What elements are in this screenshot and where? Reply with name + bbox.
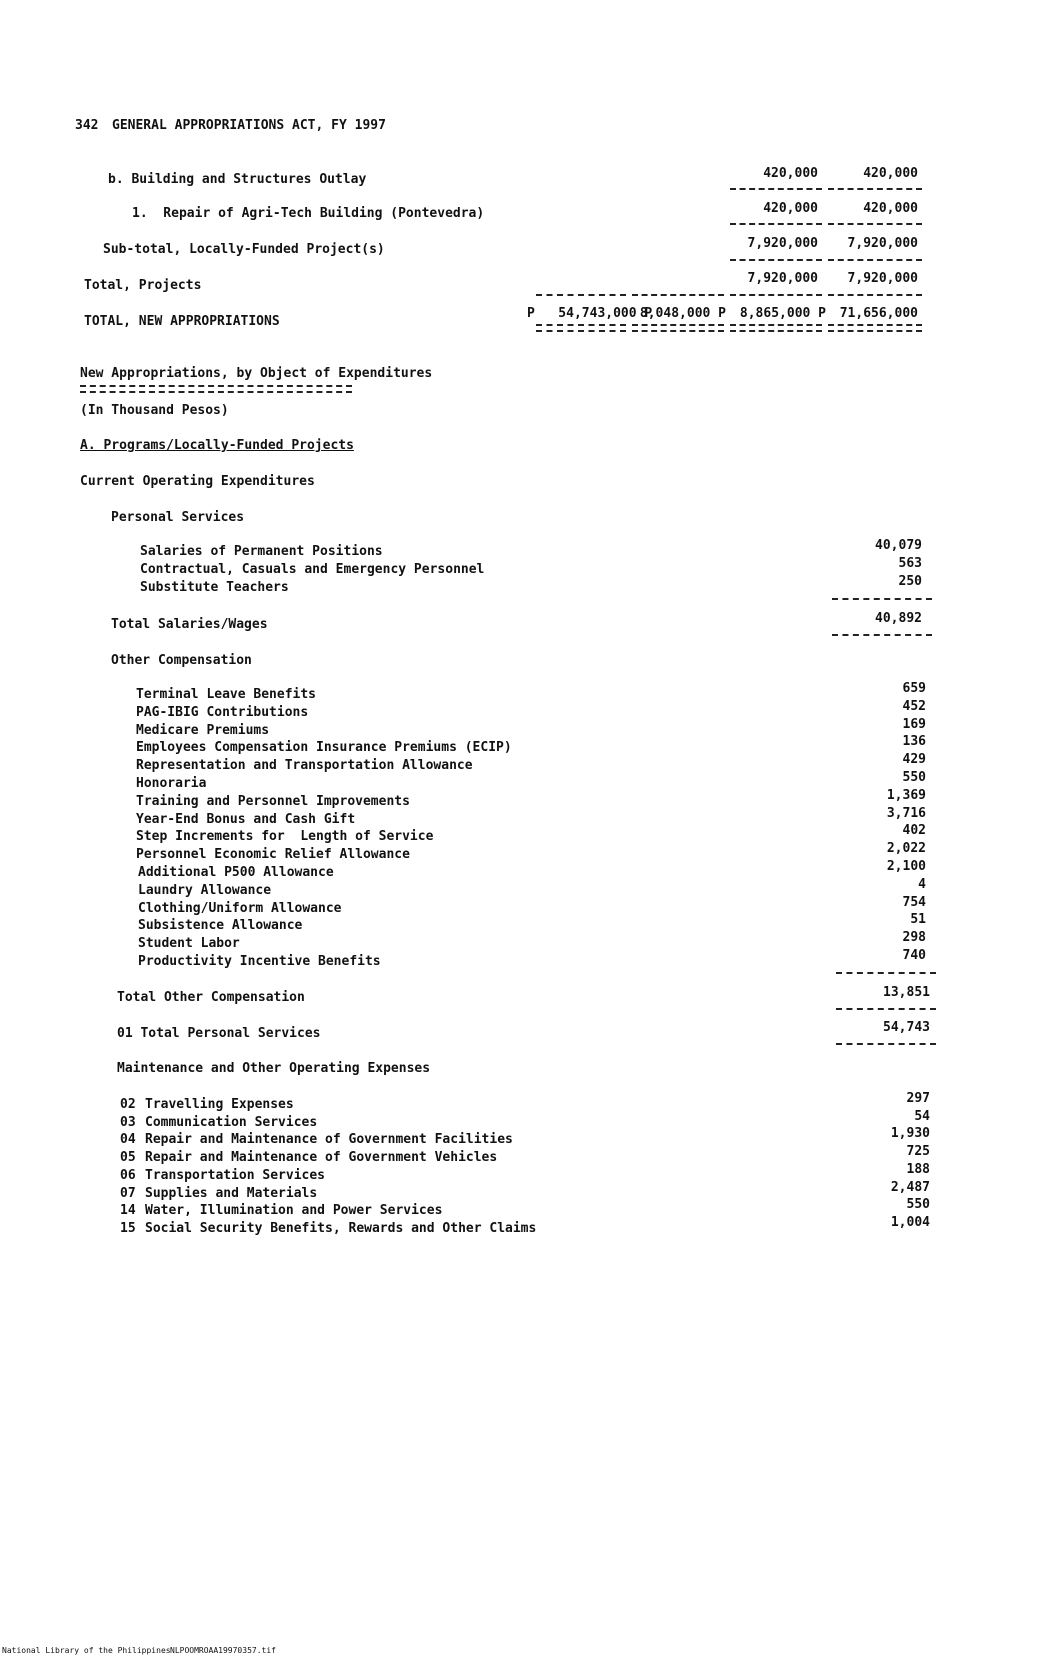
mooe-item-value: 188 xyxy=(906,1162,930,1177)
mooe-item-value: 2,487 xyxy=(890,1180,930,1195)
mooe-heading: Maintenance and Other Operating Expenses xyxy=(117,1061,431,1076)
total-other-comp-value: 13,851 xyxy=(883,985,930,1000)
salary-item-label: Contractual, Casuals and Emergency Personnel xyxy=(140,562,485,577)
new-appropriations-col-1: P 54,743,000 P xyxy=(527,306,653,321)
double-rule xyxy=(632,324,724,332)
mooe-code: 05 xyxy=(120,1150,136,1165)
rule xyxy=(832,634,932,636)
bso-value-2: 420,000 xyxy=(863,166,918,181)
footer-library: National Library of the Philippines xyxy=(2,1646,171,1655)
rule xyxy=(730,188,822,190)
mooe-code: 07 xyxy=(120,1186,136,1201)
other-comp-item-label: Year-End Bonus and Cash Gift xyxy=(136,812,356,827)
new-appropriations-col-4: 71,656,000 xyxy=(839,306,918,321)
rule xyxy=(828,223,922,225)
mooe-item-value: 725 xyxy=(906,1144,930,1159)
other-comp-item-value: 429 xyxy=(902,752,926,767)
rule xyxy=(828,188,922,190)
other-comp-item-value: 51 xyxy=(910,912,926,927)
mooe-item-value: 1,004 xyxy=(890,1215,930,1230)
other-comp-item-label: PAG-IBIG Contributions xyxy=(136,705,309,720)
mooe-item-value: 1,930 xyxy=(890,1126,930,1141)
other-comp-item-label: Employees Compensation Insurance Premiums (ECIP) xyxy=(136,740,512,755)
mooe-item-label: Repair and Maintenance of Government Vehicles xyxy=(145,1150,498,1165)
other-comp-item-value: 2,100 xyxy=(886,859,926,874)
new-appropriations-col-3: 8,865,000 P xyxy=(739,306,826,321)
salary-item-label: Salaries of Permanent Positions xyxy=(140,544,383,559)
bso-value-1: 420,000 xyxy=(763,166,818,181)
rule xyxy=(832,598,932,600)
other-comp-item-value: 3,716 xyxy=(886,806,926,821)
salary-item-value: 563 xyxy=(898,556,922,571)
rule xyxy=(730,223,822,225)
other-comp-item-value: 754 xyxy=(902,895,926,910)
other-comp-item-label: Subsistence Allowance xyxy=(138,918,303,933)
subtotal-label: Sub-total, Locally-Funded Project(s) xyxy=(103,242,385,257)
total-personal-services-value: 54,743 xyxy=(883,1020,930,1035)
other-comp-item-label: Training and Personnel Improvements xyxy=(136,794,410,809)
mooe-code: 03 xyxy=(120,1115,136,1130)
other-compensation-heading: Other Compensation xyxy=(111,653,252,668)
other-comp-item-value: 1,369 xyxy=(886,788,926,803)
programs-heading: A. Programs/Locally-Funded Projects xyxy=(80,438,354,453)
mooe-code: 04 xyxy=(120,1132,136,1147)
personal-services-heading: Personal Services xyxy=(111,510,245,525)
total-projects-value-1: 7,920,000 xyxy=(747,271,818,286)
repair-label: 1. Repair of Agri-Tech Building (Pontevedra) xyxy=(132,206,485,221)
rule xyxy=(828,294,922,296)
mooe-code: 14 xyxy=(120,1203,136,1218)
rule xyxy=(632,294,724,296)
salary-item-label: Substitute Teachers xyxy=(140,580,289,595)
double-rule xyxy=(536,324,626,332)
mooe-item-value: 54 xyxy=(914,1109,930,1124)
mooe-item-label: Communication Services xyxy=(145,1115,318,1130)
mooe-code: 06 xyxy=(120,1168,136,1183)
total-salaries-value: 40,892 xyxy=(875,611,922,626)
double-rule xyxy=(828,324,922,332)
mooe-code: 15 xyxy=(120,1221,136,1236)
new-appropriations-label: TOTAL, NEW APPROPRIATIONS xyxy=(84,314,280,329)
coe-heading: Current Operating Expenditures xyxy=(80,474,315,489)
page-number: 342 xyxy=(75,118,99,133)
other-comp-item-value: 402 xyxy=(902,823,926,838)
mooe-item-value: 297 xyxy=(906,1091,930,1106)
rule xyxy=(536,294,626,296)
subtotal-value-2: 7,920,000 xyxy=(847,236,918,251)
mooe-item-value: 550 xyxy=(906,1197,930,1212)
salary-item-value: 250 xyxy=(898,574,922,589)
salary-item-value: 40,079 xyxy=(875,538,922,553)
other-comp-item-value: 136 xyxy=(902,734,926,749)
mooe-item-label: Travelling Expenses xyxy=(145,1097,294,1112)
other-comp-item-value: 659 xyxy=(902,681,926,696)
other-comp-item-value: 298 xyxy=(902,930,926,945)
rule xyxy=(836,1008,936,1010)
heading-double-rule xyxy=(80,385,352,393)
subtotal-value-1: 7,920,000 xyxy=(747,236,818,251)
total-projects-value-2: 7,920,000 xyxy=(847,271,918,286)
other-comp-item-value: 4 xyxy=(918,877,926,892)
other-comp-item-value: 550 xyxy=(902,770,926,785)
other-comp-item-label: Personnel Economic Relief Allowance xyxy=(136,847,410,862)
page-title: GENERAL APPROPRIATIONS ACT, FY 1997 xyxy=(112,118,386,133)
other-comp-item-label: Honoraria xyxy=(136,776,207,791)
other-comp-item-label: Student Labor xyxy=(138,936,240,951)
units-note: (In Thousand Pesos) xyxy=(80,403,229,418)
new-appropriations-col-2: 8,048,000 P xyxy=(639,306,726,321)
rule xyxy=(836,972,936,974)
rule xyxy=(730,259,822,261)
other-comp-item-value: 452 xyxy=(902,699,926,714)
mooe-item-label: Supplies and Materials xyxy=(145,1186,318,1201)
other-comp-item-label: Terminal Leave Benefits xyxy=(136,687,317,702)
footer-file: NLPOOMROAA19970357.tif xyxy=(170,1646,276,1655)
repair-value-1: 420,000 xyxy=(763,201,818,216)
total-projects-label: Total, Projects xyxy=(84,278,202,293)
other-comp-item-label: Laundry Allowance xyxy=(138,883,272,898)
other-comp-item-value: 2,022 xyxy=(886,841,926,856)
other-comp-item-label: Medicare Premiums xyxy=(136,723,270,738)
double-rule xyxy=(730,324,822,332)
total-salaries-label: Total Salaries/Wages xyxy=(111,617,268,632)
mooe-item-label: Transportation Services xyxy=(145,1168,326,1183)
mooe-code: 02 xyxy=(120,1097,136,1112)
other-comp-item-value: 740 xyxy=(902,948,926,963)
other-comp-item-label: Clothing/Uniform Allowance xyxy=(138,901,342,916)
bso-label: b. Building and Structures Outlay xyxy=(108,172,367,187)
other-comp-item-label: Representation and Transportation Allowance xyxy=(136,758,473,773)
repair-value-2: 420,000 xyxy=(863,201,918,216)
total-personal-services-label: 01 Total Personal Services xyxy=(117,1026,321,1041)
rule xyxy=(836,1043,936,1045)
other-comp-item-value: 169 xyxy=(902,717,926,732)
mooe-item-label: Social Security Benefits, Rewards and Other Claims xyxy=(145,1221,537,1236)
other-comp-item-label: Additional P500 Allowance xyxy=(138,865,334,880)
rule xyxy=(828,259,922,261)
other-comp-item-label: Step Increments for Length of Service xyxy=(136,829,434,844)
section-heading: New Appropriations, by Object of Expenditures xyxy=(80,366,433,381)
rule xyxy=(730,294,822,296)
total-other-comp-label: Total Other Compensation xyxy=(117,990,305,1005)
mooe-item-label: Repair and Maintenance of Government Facilities xyxy=(145,1132,513,1147)
other-comp-item-label: Productivity Incentive Benefits xyxy=(138,954,381,969)
mooe-item-label: Water, Illumination and Power Services xyxy=(145,1203,443,1218)
